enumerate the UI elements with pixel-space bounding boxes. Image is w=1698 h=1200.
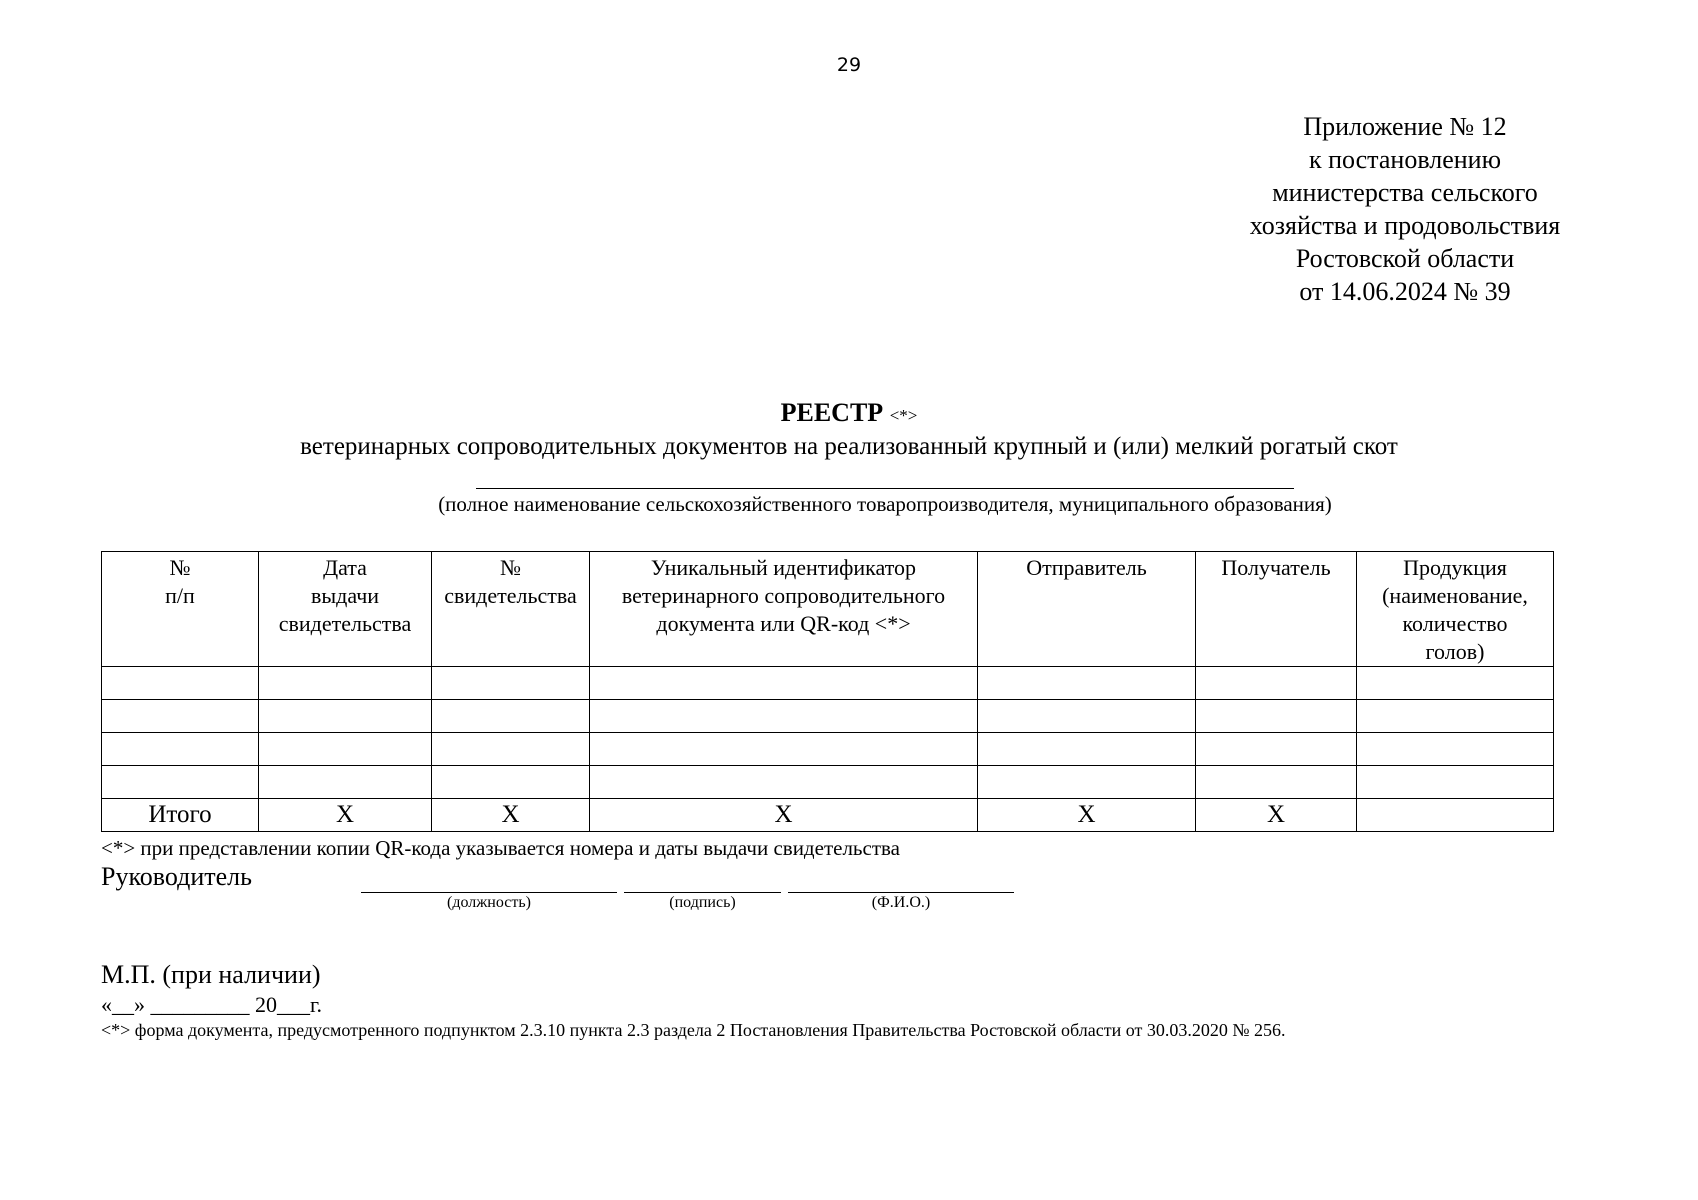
table-cell [590,700,978,733]
table-note: <*> при представлении копии QR-кода указывается номера и даты выдачи свидетельства [101,836,900,860]
table-cell [590,733,978,766]
organization-name-line [476,488,1294,489]
header-number [102,552,259,667]
header-unique-identifier [590,552,978,667]
total-cell: X [259,799,432,832]
total-cell: X [590,799,978,832]
header-issue-date [259,552,432,667]
table-cell [1196,766,1357,799]
header-sender [978,552,1196,667]
table-cell [1196,733,1357,766]
appendix-block [1190,110,1620,308]
organization-name-caption: (полное наименование сельскохозяйственного товаропроизводителя, муниципального образования) [438,492,1332,516]
table-cell [590,667,978,700]
total-cell [1357,799,1554,832]
appendix-line: от 14.06.2024 № 39 [1299,277,1511,306]
table-row [102,700,1554,733]
document-title [0,398,1698,431]
table-cell [1357,700,1554,733]
registry-table [101,551,1554,832]
table-row [102,733,1554,766]
table-cell [432,667,590,700]
header-certificate-number-label: № свидетельства [444,555,577,608]
appendix-line: к постановлению [1308,145,1502,174]
table-cell [978,733,1196,766]
table-cell [259,766,432,799]
table-cell [1196,700,1357,733]
table-cell [102,766,259,799]
header-products [1357,552,1554,667]
header-sender-label: Отправитель [1026,555,1147,580]
name-line [788,892,1014,893]
table-cell [432,700,590,733]
table-cell [259,700,432,733]
header-products-label: Продукция (наименование, количество голов) [1382,555,1528,664]
page-number: 29 [836,54,862,76]
table-cell [102,667,259,700]
signature-caption: (подпись) [669,894,736,911]
document-subtitle: ветеринарных сопроводительных документов на реализованный крупный и (или) мелкий рогатый скот [300,433,1398,460]
total-row [102,799,1554,832]
appendix-line: Приложение № 12 [1303,112,1507,141]
header-unique-identifier-label: Уникальный идентификатор ветеринарного сопроводительного документа или QR-код <*> [621,555,946,636]
total-label: Итого [102,799,259,832]
header-recipient [1196,552,1357,667]
name-caption: (Ф.И.О.) [871,894,931,911]
appendix-line: хозяйства и продовольствия [1249,211,1561,240]
table-cell [978,700,1196,733]
table-cell [432,766,590,799]
table-cell [1196,667,1357,700]
table-cell [259,733,432,766]
header-issue-date-label: Дата выдачи свидетельства [278,555,412,636]
title-footnote-mark: <*> [889,406,918,425]
table-row [102,766,1554,799]
header-number-label: № п/п [165,555,195,608]
table-cell [432,733,590,766]
header-recipient-label: Получатель [1221,555,1331,580]
table-cell [259,667,432,700]
header-certificate-number [432,552,590,667]
appendix-line: министерства сельского [1272,178,1538,207]
total-cell: X [432,799,590,832]
table-header-row [102,552,1554,667]
position-line [361,892,617,893]
head-label: Руководитель [101,862,252,891]
table-cell [1357,766,1554,799]
signature-line [624,892,781,893]
table-cell [978,766,1196,799]
footnote: <*> форма документа, предусмотренного подпунктом 2.3.10 пункта 2.3 раздела 2 Постановления Правительства Ростовской области от 30.03.2020 № 256. [101,1020,1286,1040]
table-cell [590,766,978,799]
table-cell [1357,733,1554,766]
date-line: «__» _________ 20___г. [101,992,323,1017]
title-main: РЕЕСТР [780,398,884,427]
table-cell [102,700,259,733]
table-cell [1357,667,1554,700]
total-cell: X [1196,799,1357,832]
table-cell [102,733,259,766]
table-cell [978,667,1196,700]
position-caption: (должность) [447,894,531,911]
stamp-placeholder: М.П. (при наличии) [101,960,321,989]
appendix-line: Ростовской области [1295,244,1515,273]
total-cell: X [978,799,1196,832]
table-row [102,667,1554,700]
